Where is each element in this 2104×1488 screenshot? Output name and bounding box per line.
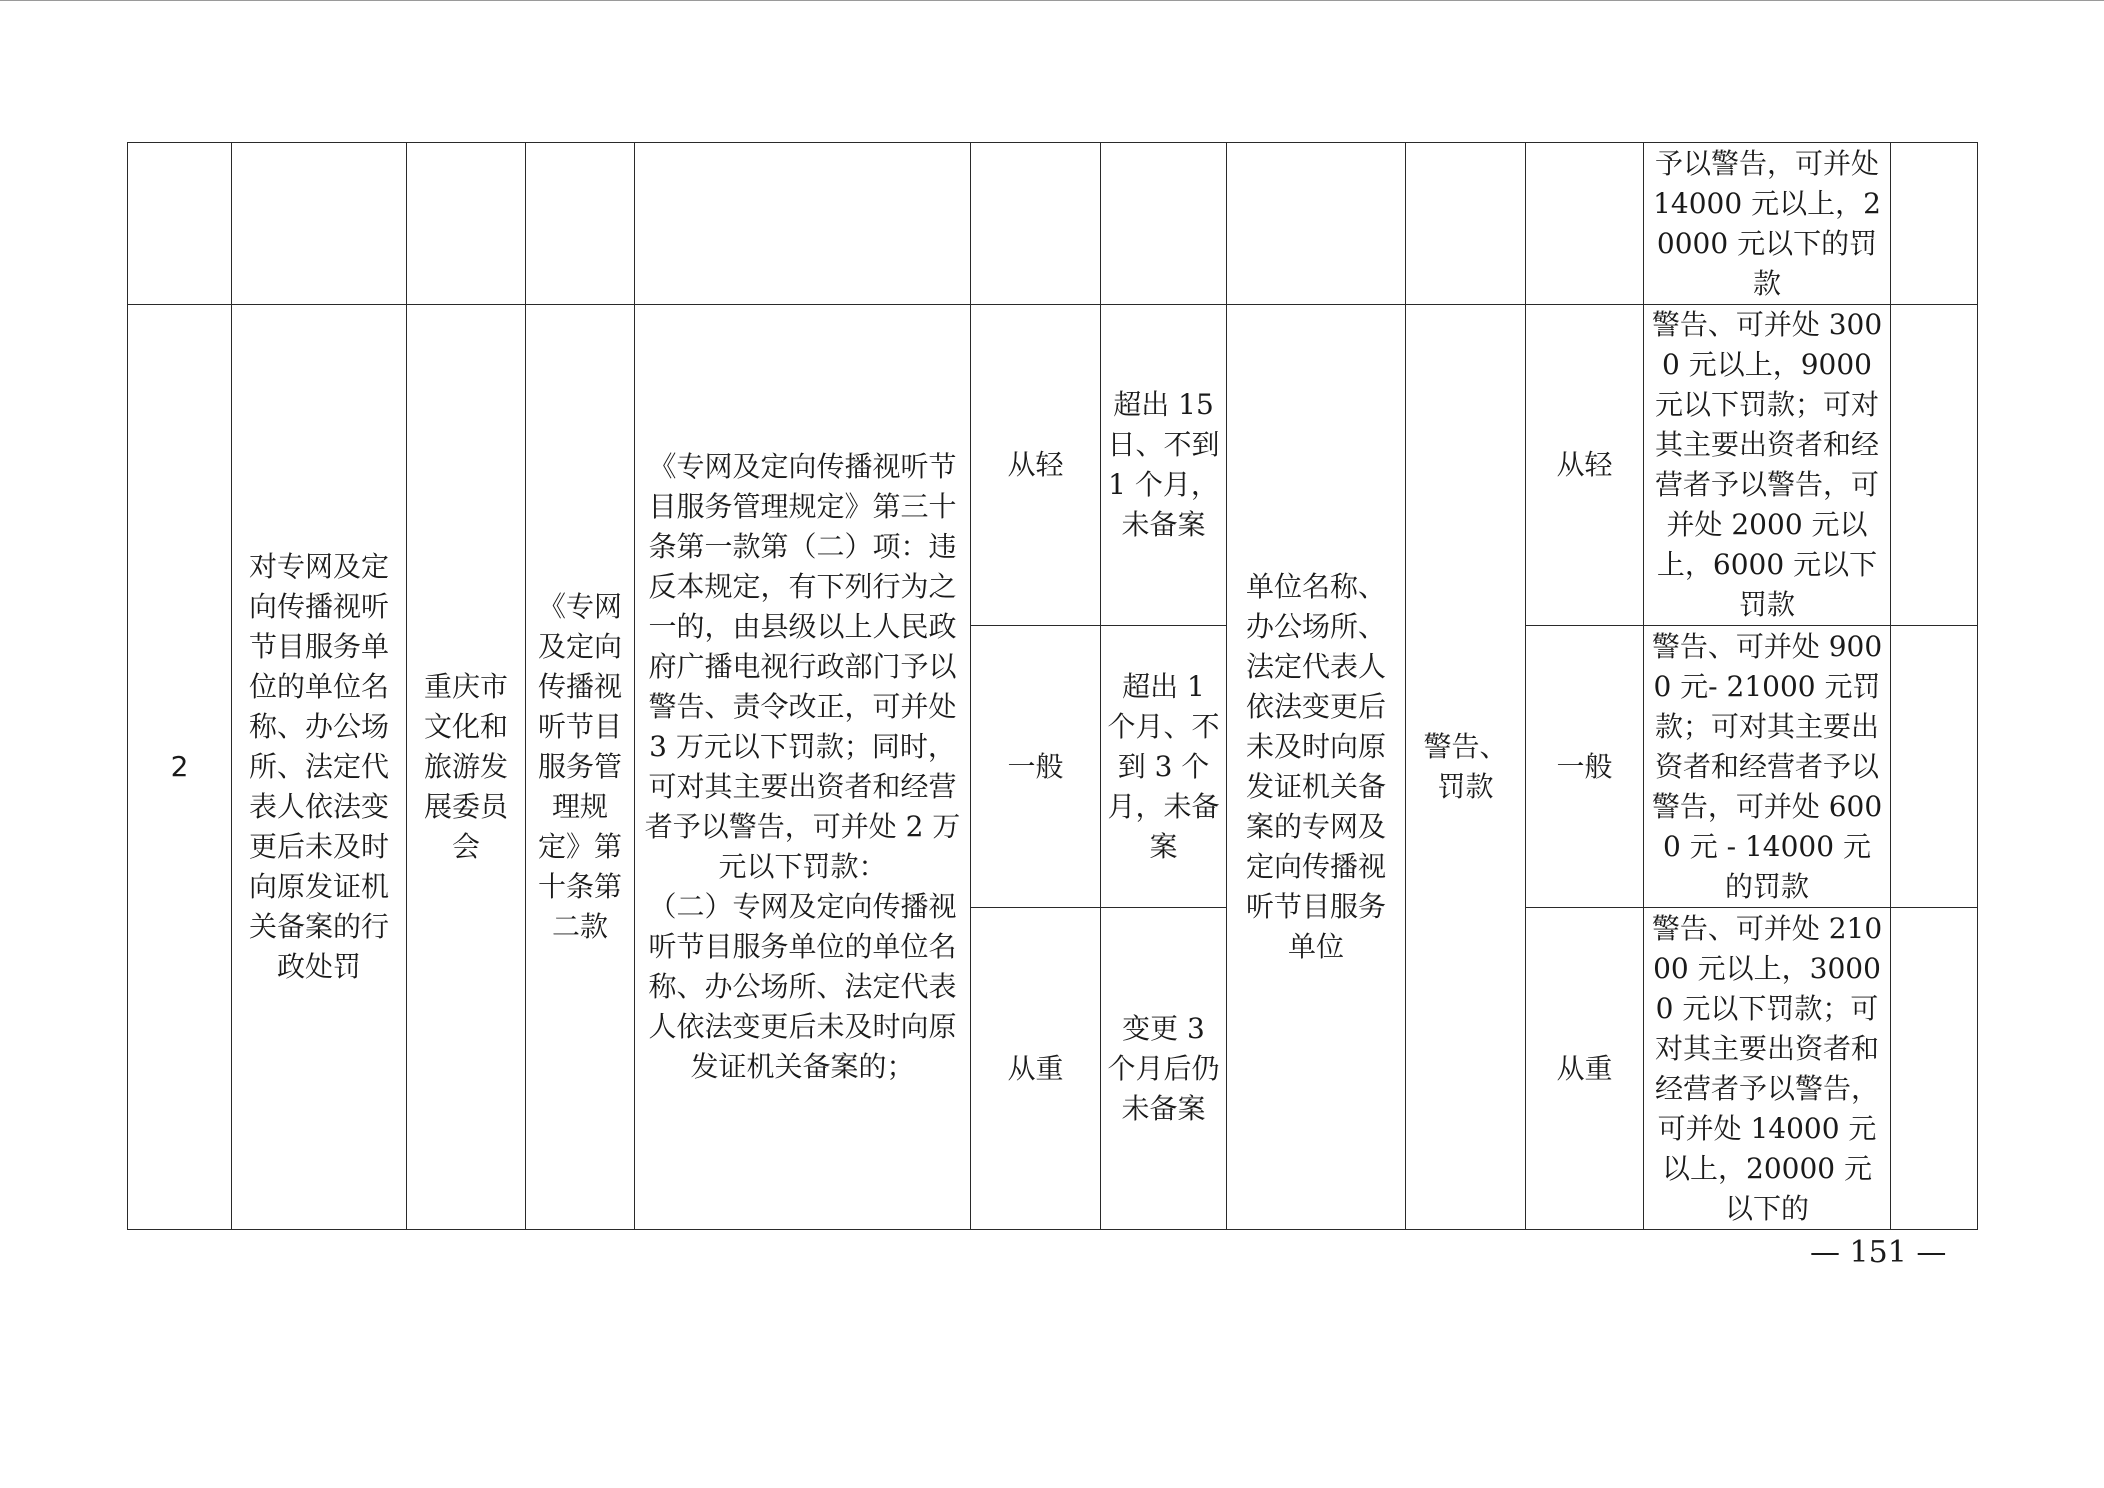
matter-cell: 对专网及定向传播视听节目服务单位的单位名称、办公场所、法定代表人依法变更后未及时向原发证机关备案的行政处罚 (232, 305, 407, 1230)
cont-circumstance-cell (1101, 143, 1227, 305)
cont-penalty-cell: 予以警告，可并处 14000 元以上，20000 元以下的罚款 (1644, 143, 1891, 305)
table-row (128, 305, 1978, 626)
remark-normal (1891, 626, 1978, 908)
circumstance-normal: 超出 1 个月、不到 3 个月，未备案 (1101, 626, 1227, 908)
penalty-level-normal: 一般 (1526, 626, 1644, 908)
cont-authority-cell (407, 143, 526, 305)
cont-subject-cell (1227, 143, 1406, 305)
applicable-subject-cell: 单位名称、办公场所、法定代表人依法变更后未及时向原发证机关备案的专网及定向传播视听节目服务单位 (1227, 305, 1406, 1230)
cont-no-cell (128, 143, 232, 305)
circumstance-level-light: 从轻 (971, 305, 1101, 626)
penalty-level-light: 从轻 (1526, 305, 1644, 626)
cont-basis-detail-cell (635, 143, 971, 305)
authority-cell: 重庆市文化和旅游发展委员会 (407, 305, 526, 1230)
cont-penalty-type-cell (1406, 143, 1526, 305)
cont-basis-short-cell (526, 143, 635, 305)
legal-basis-detail-cell (635, 305, 971, 1230)
penalty-standard-table (127, 142, 1978, 1230)
cont-penalty-level-cell (1526, 143, 1644, 305)
penalty-type-cell: 警告、罚款 (1406, 305, 1526, 1230)
item-number: 2 (128, 305, 232, 1230)
legal-basis-detail-text: 《专网及定向传播视听节目服务管理规定》第三十条第一款第（二）项：违反本规定，有下列行为之一的，由县级以上人民政府广播电视行政部门予以警告、责令改正，可并处 3 万元以下罚款；同时，可对其主要出资者和经营者予以警告，可并处 2 万元以下罚款： (644, 450, 961, 883)
cont-matter-cell (232, 143, 407, 305)
cont-circ-level-cell (971, 143, 1101, 305)
page-top-rule (0, 0, 2104, 1)
circumstance-light: 超出 15 日、不到 1 个月，未备案 (1101, 305, 1227, 626)
remark-heavy (1891, 908, 1978, 1230)
cont-remark-cell (1891, 143, 1978, 305)
remark-light (1891, 305, 1978, 626)
circumstance-level-heavy: 从重 (971, 908, 1101, 1230)
penalty-level-heavy: 从重 (1526, 908, 1644, 1230)
circumstance-level-normal: 一般 (971, 626, 1101, 908)
legal-basis-clause-text: （二）专网及定向传播视听节目服务单位的单位名称、办公场所、法定代表人依法变更后未及时向原发证机关备案的； (648, 890, 957, 1083)
legal-basis-short-cell: 《专网及定向传播视听节目服务管理规定》第十条第二款 (526, 305, 635, 1230)
penalty-light: 警告、可并处 3000 元以上，9000 元以下罚款；可对其主要出资者和经营者予以警告，可并处 2000 元以上，6000 元以下罚款 (1644, 305, 1891, 626)
penalty-heavy: 警告、可并处 21000 元以上，30000 元以下罚款；可对其主要出资者和经营者予以警告，可并处 14000 元以上，20000 元以下的 (1644, 908, 1891, 1230)
page-number: — 151 — (1810, 1235, 1947, 1270)
penalty-normal: 警告、可并处 9000 元- 21000 元罚款；可对其主要出资者和经营者予以警告，可并处 6000 元 - 14000 元的罚款 (1644, 626, 1891, 908)
continuation-row (128, 143, 1978, 305)
circumstance-heavy: 变更 3 个月后仍未备案 (1101, 908, 1227, 1230)
